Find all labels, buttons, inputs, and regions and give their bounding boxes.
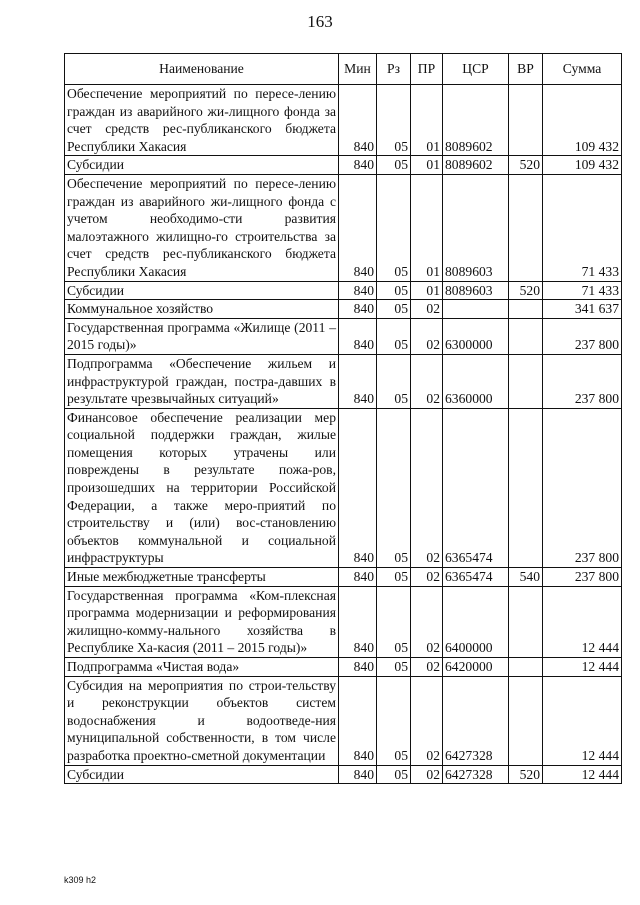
cell-min: 840 bbox=[339, 765, 377, 784]
cell-min: 840 bbox=[339, 408, 377, 567]
cell-pr: 02 bbox=[411, 408, 443, 567]
cell-name: Подпрограмма «Обеспечение жильем и инфраструктурой граждан, постра-давших в результате чрезвычайных ситуаций» bbox=[65, 354, 339, 408]
cell-sum: 71 433 bbox=[543, 281, 622, 300]
table-row bbox=[65, 300, 622, 319]
cell-min: 840 bbox=[339, 300, 377, 319]
cell-csr: 8089603 bbox=[443, 281, 509, 300]
cell-name: Обеспечение мероприятий по пересе-лению граждан из аварийного жи-лищного фонда с учетом необходимо-сти развития малоэтажного жилищно-го строительства за счет средств рес-публиканского бюджета Республики Хакасия bbox=[65, 174, 339, 281]
cell-csr: 6365474 bbox=[443, 408, 509, 567]
cell-pr: 01 bbox=[411, 156, 443, 175]
cell-name: Государственная программа «Жилище (2011 – 2015 годы)» bbox=[65, 318, 339, 354]
table-row bbox=[65, 318, 622, 354]
cell-rz: 05 bbox=[377, 281, 411, 300]
cell-name: Субсидии bbox=[65, 281, 339, 300]
cell-csr: 6427328 bbox=[443, 676, 509, 765]
cell-min: 840 bbox=[339, 568, 377, 587]
cell-name: Коммунальное хозяйство bbox=[65, 300, 339, 319]
column-header-rz: Рз bbox=[377, 54, 411, 85]
cell-min: 840 bbox=[339, 174, 377, 281]
cell-vr bbox=[509, 174, 543, 281]
cell-pr: 01 bbox=[411, 174, 443, 281]
cell-rz: 05 bbox=[377, 174, 411, 281]
cell-pr: 02 bbox=[411, 676, 443, 765]
cell-sum: 12 444 bbox=[543, 765, 622, 784]
cell-sum: 12 444 bbox=[543, 676, 622, 765]
cell-vr bbox=[509, 85, 543, 156]
cell-csr: 8089602 bbox=[443, 85, 509, 156]
cell-vr bbox=[509, 318, 543, 354]
cell-sum: 237 800 bbox=[543, 354, 622, 408]
cell-min: 840 bbox=[339, 676, 377, 765]
cell-csr: 8089602 bbox=[443, 156, 509, 175]
cell-min: 840 bbox=[339, 586, 377, 657]
cell-csr: 6360000 bbox=[443, 354, 509, 408]
column-header-min: Мин bbox=[339, 54, 377, 85]
cell-pr: 02 bbox=[411, 568, 443, 587]
cell-name: Субсидии bbox=[65, 765, 339, 784]
cell-sum: 12 444 bbox=[543, 586, 622, 657]
cell-rz: 05 bbox=[377, 318, 411, 354]
cell-rz: 05 bbox=[377, 408, 411, 567]
cell-sum: 237 800 bbox=[543, 568, 622, 587]
cell-vr bbox=[509, 354, 543, 408]
table-row bbox=[65, 354, 622, 408]
cell-name: Иные межбюджетные трансферты bbox=[65, 568, 339, 587]
column-header-pr: ПР bbox=[411, 54, 443, 85]
cell-sum: 71 433 bbox=[543, 174, 622, 281]
cell-csr bbox=[443, 300, 509, 319]
cell-vr: 520 bbox=[509, 765, 543, 784]
cell-pr: 02 bbox=[411, 354, 443, 408]
cell-rz: 05 bbox=[377, 568, 411, 587]
cell-min: 840 bbox=[339, 354, 377, 408]
cell-min: 840 bbox=[339, 85, 377, 156]
cell-vr bbox=[509, 586, 543, 657]
cell-rz: 05 bbox=[377, 658, 411, 677]
column-header-name: Наименование bbox=[65, 54, 339, 85]
cell-csr: 8089603 bbox=[443, 174, 509, 281]
cell-sum: 12 444 bbox=[543, 658, 622, 677]
cell-pr: 01 bbox=[411, 281, 443, 300]
cell-vr bbox=[509, 408, 543, 567]
cell-csr: 6400000 bbox=[443, 586, 509, 657]
cell-pr: 02 bbox=[411, 300, 443, 319]
cell-vr: 540 bbox=[509, 568, 543, 587]
cell-csr: 6420000 bbox=[443, 658, 509, 677]
cell-sum: 237 800 bbox=[543, 318, 622, 354]
table-row bbox=[65, 408, 622, 567]
cell-csr: 6365474 bbox=[443, 568, 509, 587]
cell-pr: 02 bbox=[411, 765, 443, 784]
table-row bbox=[65, 568, 622, 587]
cell-pr: 01 bbox=[411, 85, 443, 156]
header-row bbox=[65, 54, 622, 85]
cell-name: Субсидии bbox=[65, 156, 339, 175]
cell-csr: 6300000 bbox=[443, 318, 509, 354]
cell-rz: 05 bbox=[377, 156, 411, 175]
page-number: 163 bbox=[307, 12, 333, 31]
cell-sum: 237 800 bbox=[543, 408, 622, 567]
budget-table bbox=[64, 53, 622, 784]
cell-vr bbox=[509, 300, 543, 319]
cell-vr: 520 bbox=[509, 156, 543, 175]
table-row bbox=[65, 174, 622, 281]
cell-min: 840 bbox=[339, 156, 377, 175]
cell-rz: 05 bbox=[377, 85, 411, 156]
table-row bbox=[65, 281, 622, 300]
cell-min: 840 bbox=[339, 318, 377, 354]
table-row bbox=[65, 676, 622, 765]
cell-rz: 05 bbox=[377, 300, 411, 319]
cell-pr: 02 bbox=[411, 318, 443, 354]
cell-rz: 05 bbox=[377, 765, 411, 784]
table-row bbox=[65, 156, 622, 175]
table-row bbox=[65, 586, 622, 657]
column-header-sum: Сумма bbox=[543, 54, 622, 85]
cell-name: Субсидия на мероприятия по строи-тельству и реконструкции объектов систем водоснабжения и водоотведе-ния муниципальной собственности, в том числе разработка проектно-сметной документации bbox=[65, 676, 339, 765]
column-header-csr: ЦСР bbox=[443, 54, 509, 85]
cell-min: 840 bbox=[339, 658, 377, 677]
cell-min: 840 bbox=[339, 281, 377, 300]
cell-name: Подпрограмма «Чистая вода» bbox=[65, 658, 339, 677]
cell-sum: 109 432 bbox=[543, 156, 622, 175]
table-row bbox=[65, 765, 622, 784]
cell-pr: 02 bbox=[411, 586, 443, 657]
cell-name: Финансовое обеспечение реализации мер социальной поддержки граждан, жилые помещения которых утрачены или повреждены в результате пожа-ров, произошедших на территории Российской Федерации, а также меро-приятий по строительству и (или) вос-становлению объектов коммунальной и социальной инфраструктуры bbox=[65, 408, 339, 567]
cell-name: Государственная программа «Ком-плексная программа модернизации и реформирования жилищно-комму-нального хозяйства в Республике Ха-касия (2011 – 2015 годы)» bbox=[65, 586, 339, 657]
cell-rz: 05 bbox=[377, 676, 411, 765]
column-header-vr: ВР bbox=[509, 54, 543, 85]
cell-pr: 02 bbox=[411, 658, 443, 677]
cell-vr bbox=[509, 676, 543, 765]
cell-name: Обеспечение мероприятий по пересе-лению граждан из аварийного жи-лищного фонда за счет средств рес-публиканского бюджета Республики Хакасия bbox=[65, 85, 339, 156]
cell-csr: 6427328 bbox=[443, 765, 509, 784]
cell-sum: 341 637 bbox=[543, 300, 622, 319]
cell-vr bbox=[509, 658, 543, 677]
cell-rz: 05 bbox=[377, 586, 411, 657]
table-row bbox=[65, 658, 622, 677]
cell-rz: 05 bbox=[377, 354, 411, 408]
cell-vr: 520 bbox=[509, 281, 543, 300]
table-row bbox=[65, 85, 622, 156]
footer-code: k309 h2 bbox=[64, 875, 97, 885]
table-body bbox=[65, 85, 622, 784]
cell-sum: 109 432 bbox=[543, 85, 622, 156]
